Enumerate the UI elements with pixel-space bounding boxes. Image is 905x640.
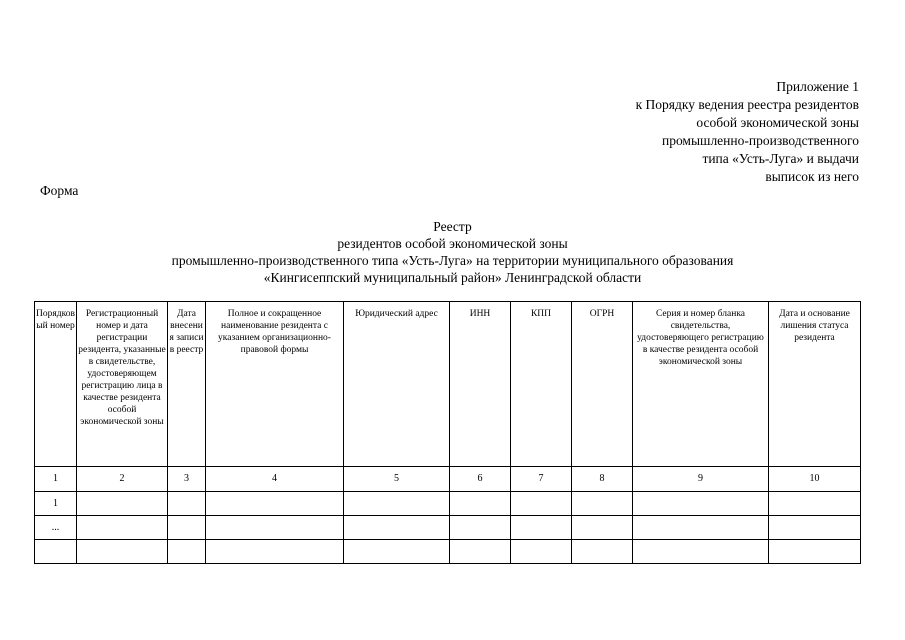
table-cell — [344, 540, 450, 564]
table-cell — [572, 492, 633, 516]
appendix-line: Приложение 1 — [776, 79, 859, 94]
header-cell: ОГРН — [572, 302, 633, 467]
table-row — [35, 492, 861, 516]
table-cell — [168, 492, 206, 516]
title-line: промышленно-производственного типа «Усть-Луга» на территории муниципального образования — [171, 253, 734, 268]
header-cell: Дата и основание лишения статуса резидента — [769, 302, 861, 467]
table-cell — [344, 492, 450, 516]
title-line: «Кингисеппский муниципальный район» Ленинградской области — [263, 270, 642, 285]
header-cell: КПП — [511, 302, 572, 467]
table-cell — [633, 540, 769, 564]
column-number-row — [35, 467, 861, 492]
table-cell — [206, 492, 344, 516]
appendix-line: промышленно-производственного — [661, 133, 859, 148]
table-cell — [168, 540, 206, 564]
table-cell — [206, 516, 344, 540]
table-cell — [511, 540, 572, 564]
table-cell — [450, 516, 511, 540]
header-cell: ИНН — [450, 302, 511, 467]
header-cell: Юридический адрес — [344, 302, 450, 467]
appendix-line: особой экономической зоны — [696, 115, 859, 130]
header-cell: Дата внесения записи в реестр — [168, 302, 206, 467]
table-cell — [450, 492, 511, 516]
appendix-line: выписок из него — [765, 169, 859, 184]
table-cell — [35, 540, 77, 564]
column-number: 7 — [511, 467, 572, 492]
table-cell — [511, 516, 572, 540]
table-cell — [769, 492, 861, 516]
column-number: 10 — [769, 467, 861, 492]
table-cell — [633, 492, 769, 516]
appendix-line: к Порядку ведения реестра резидентов — [635, 97, 859, 112]
column-number: 9 — [633, 467, 769, 492]
table-cell — [206, 540, 344, 564]
appendix-line: типа «Усть-Луга» и выдачи — [702, 151, 859, 166]
form-label: Форма — [40, 183, 79, 198]
registry-table — [34, 301, 861, 564]
header-cell: Полное и сокращенное наименование резидента с указанием организационно-правовой формы — [206, 302, 344, 467]
column-number: 4 — [206, 467, 344, 492]
table-cell — [769, 516, 861, 540]
document-title — [0, 218, 905, 286]
table-cell — [450, 540, 511, 564]
table-cell — [511, 492, 572, 516]
table-row — [35, 516, 861, 540]
column-number: 1 — [35, 467, 77, 492]
table-cell — [572, 516, 633, 540]
appendix-block — [636, 78, 859, 186]
header-row — [35, 302, 861, 467]
table-cell — [77, 540, 168, 564]
table-cell — [77, 516, 168, 540]
header-cell: Серия и номер бланка свидетельства, удостоверяющего регистрацию в качестве резидента особой экономической зоны — [633, 302, 769, 467]
table-cell: 1 — [35, 492, 77, 516]
column-number: 8 — [572, 467, 633, 492]
table-cell — [168, 516, 206, 540]
column-number: 6 — [450, 467, 511, 492]
column-number: 2 — [77, 467, 168, 492]
column-number: 5 — [344, 467, 450, 492]
table-cell: ... — [35, 516, 77, 540]
table-cell — [344, 516, 450, 540]
header-cell: Порядковый номер — [35, 302, 77, 467]
title-line: резидентов особой экономической зоны — [337, 236, 568, 251]
table-row — [35, 540, 861, 564]
table-cell — [633, 516, 769, 540]
table-cell — [77, 492, 168, 516]
header-cell: Регистрационный номер и дата регистрации резидента, указанные в свидетельстве, удостоверяющем регистрацию лица в качестве резидента особой экономической зоны — [77, 302, 168, 467]
table-cell — [769, 540, 861, 564]
column-number: 3 — [168, 467, 206, 492]
table-cell — [572, 540, 633, 564]
title-line: Реестр — [433, 219, 472, 234]
